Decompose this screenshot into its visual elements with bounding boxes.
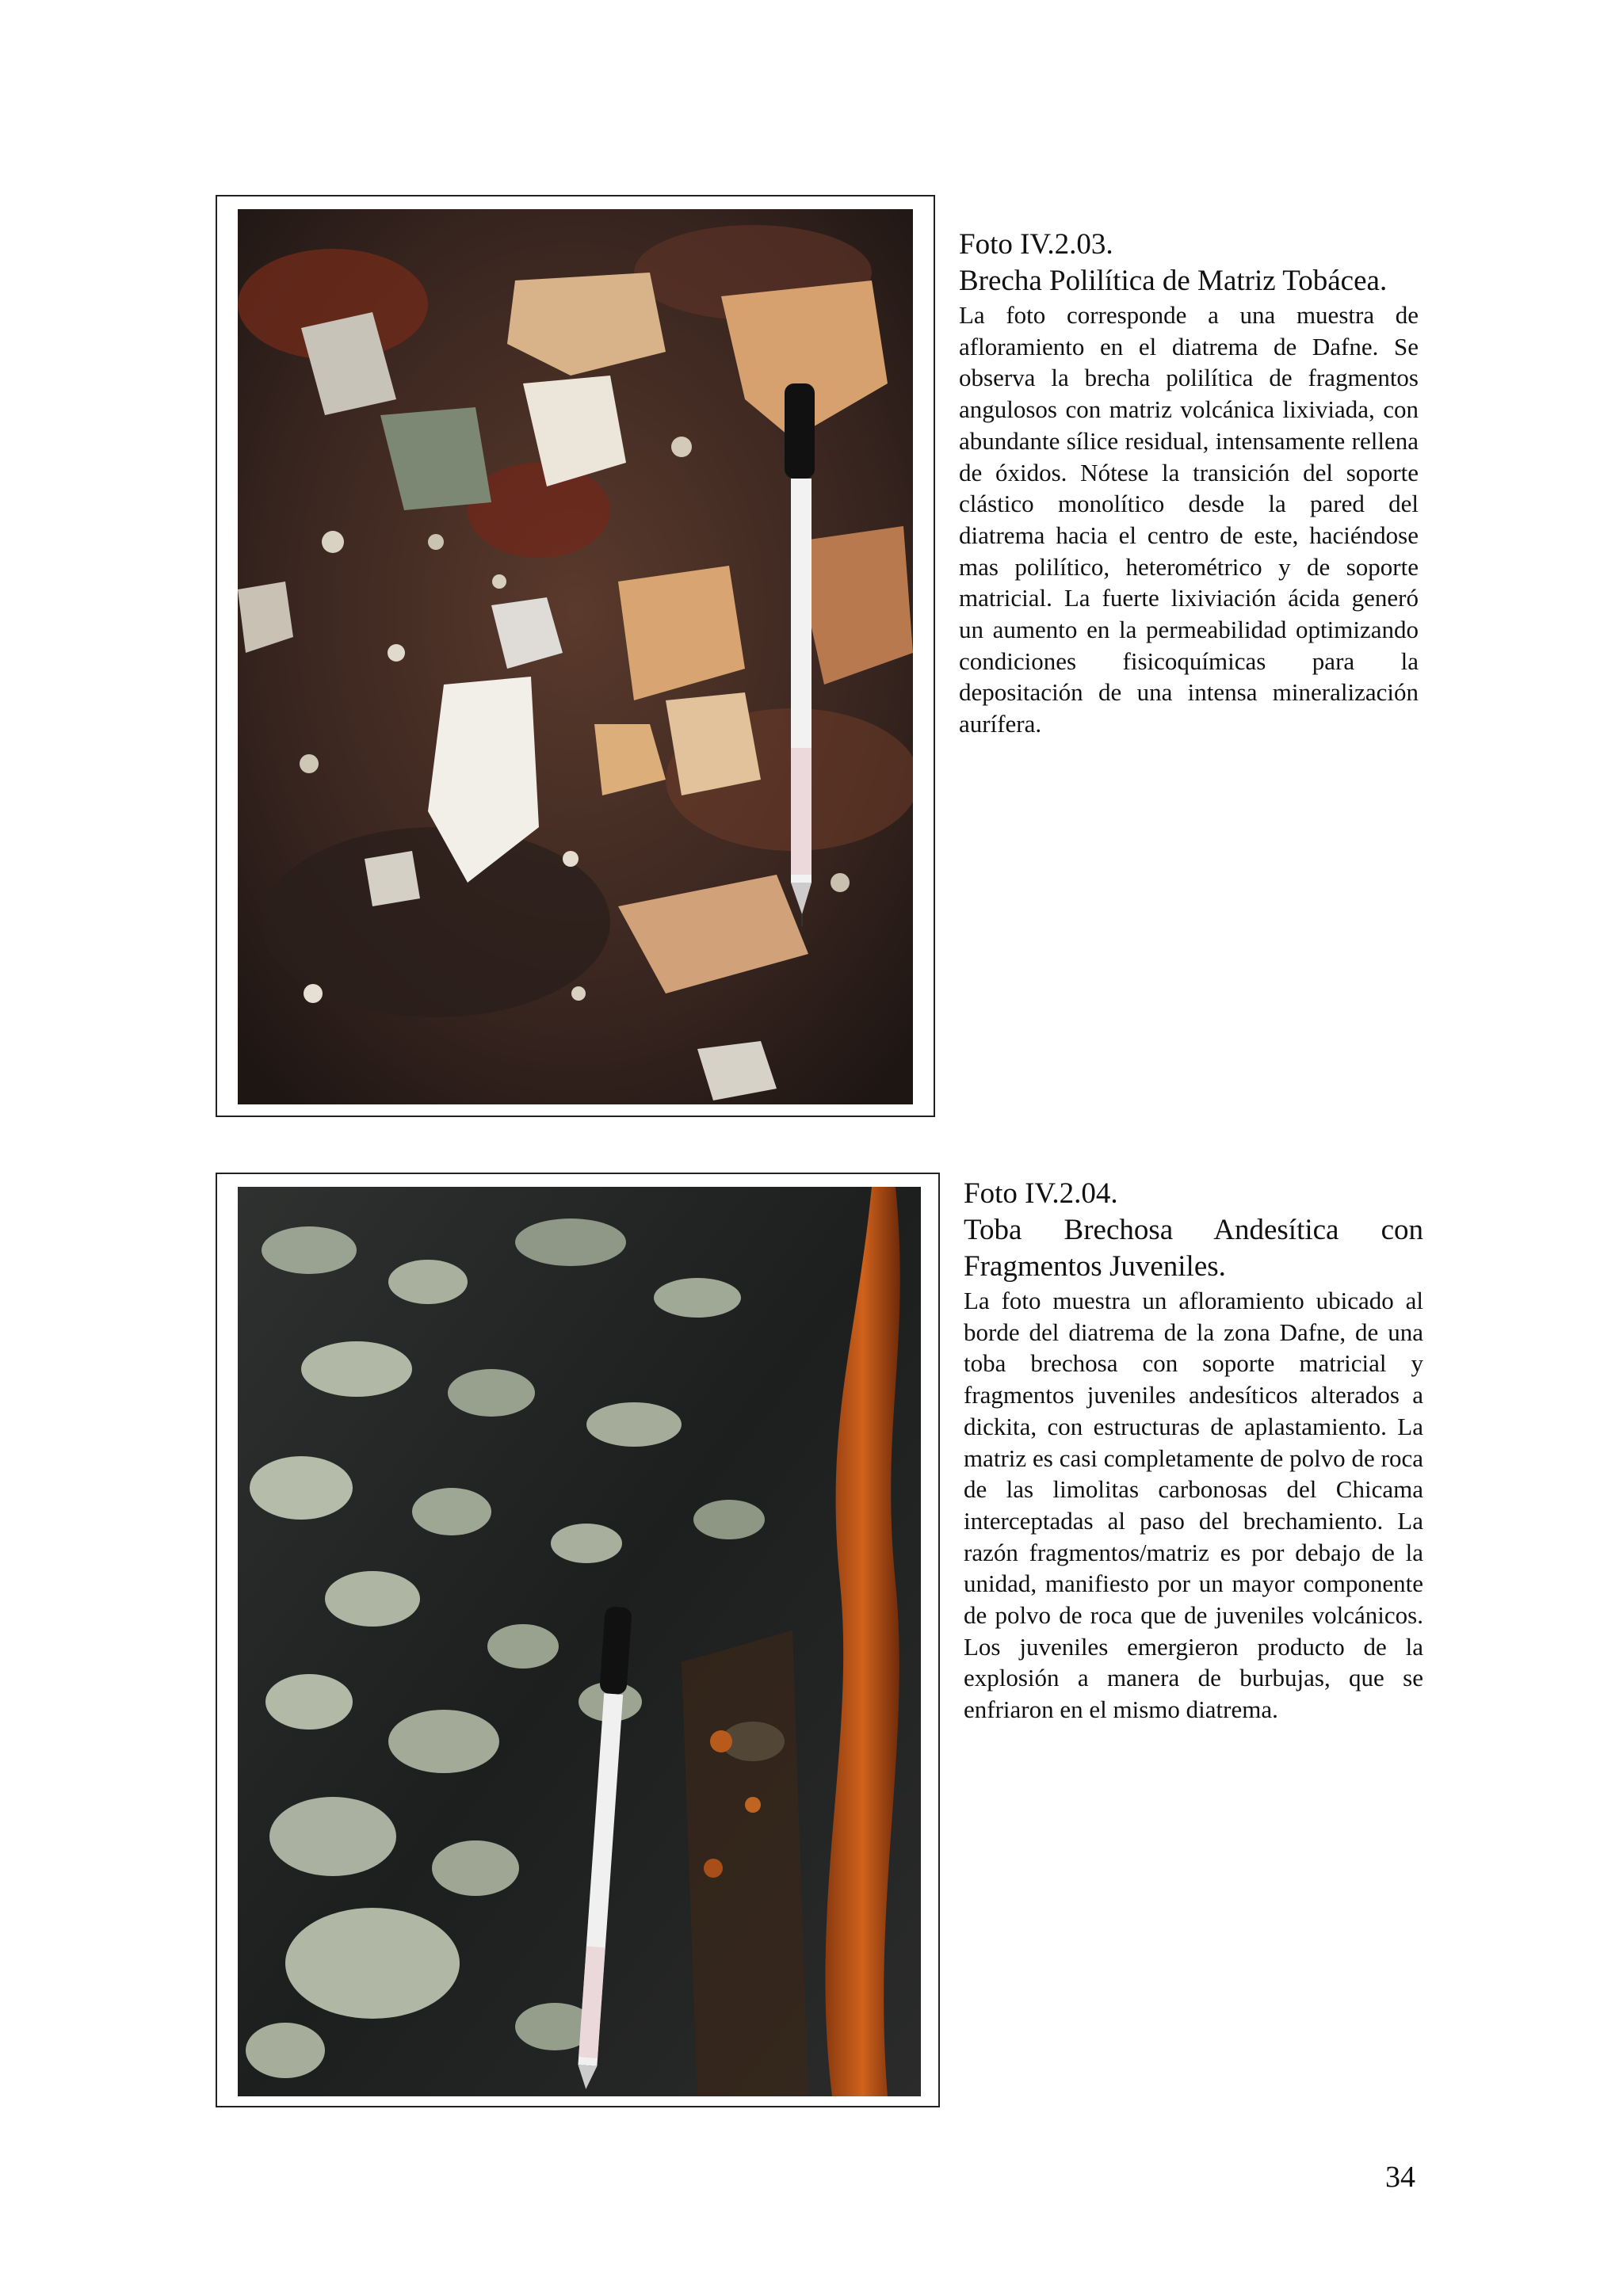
photo-label: Foto IV.2.04. xyxy=(964,1177,1118,1210)
caption-1 xyxy=(959,227,1419,740)
photo-tuff-outcrop xyxy=(238,1187,921,2096)
photo-title: Toba Brechosa Andesítica con Fragmentos Juveniles. xyxy=(964,1214,1423,1283)
photo-label: Foto IV.2.03. xyxy=(959,228,1113,261)
page-number: 34 xyxy=(1385,2161,1415,2194)
photo-description: La foto muestra un afloramiento ubicado al borde del diatrema de la zona Dafne, de una toba brechosa con soporte matricial y fragmentos juveniles andesíticos alterados a dickita, con estructuras de aplastamiento. La matriz es casi completamente de polvo de roca de las limolitas carbonosas del Chicama interceptadas al paso del brechamiento. La razón fragmentos/matriz es por debajo de la unidad, manifiesto por un mayor componente de polvo de roca que de juveniles volcánicos. Los juveniles emergieron producto de la explosión a manera de burbujas, que se enfriaron en el mismo diatrema. xyxy=(964,1287,1423,1724)
photo-frame-2 xyxy=(216,1173,940,2107)
photo-breccia-outcrop xyxy=(238,209,913,1104)
caption-2 xyxy=(964,1176,1423,1726)
photo-title: Brecha Polilítica de Matriz Tobácea. xyxy=(959,265,1388,297)
photo-frame-1 xyxy=(216,195,935,1117)
photo-description: La foto corresponde a una muestra de afloramiento en el diatrema de Dafne. Se observa la brecha polilítica de fragmentos angulosos con matriz volcánica lixiviada, con abundante sílice residual, intensamente rellena de óxidos. Nótese la transición del soporte clástico monolítico desde la pared del diatrema hacia el centro de este, haciéndose mas polilítico, heterométrico y de soporte matricial. La fuerte lixiviación ácida generó un aumento en la permeabilidad optimizando condiciones fisicoquímicas para la depositación de una intensa mineralización aurífera. xyxy=(959,301,1419,738)
